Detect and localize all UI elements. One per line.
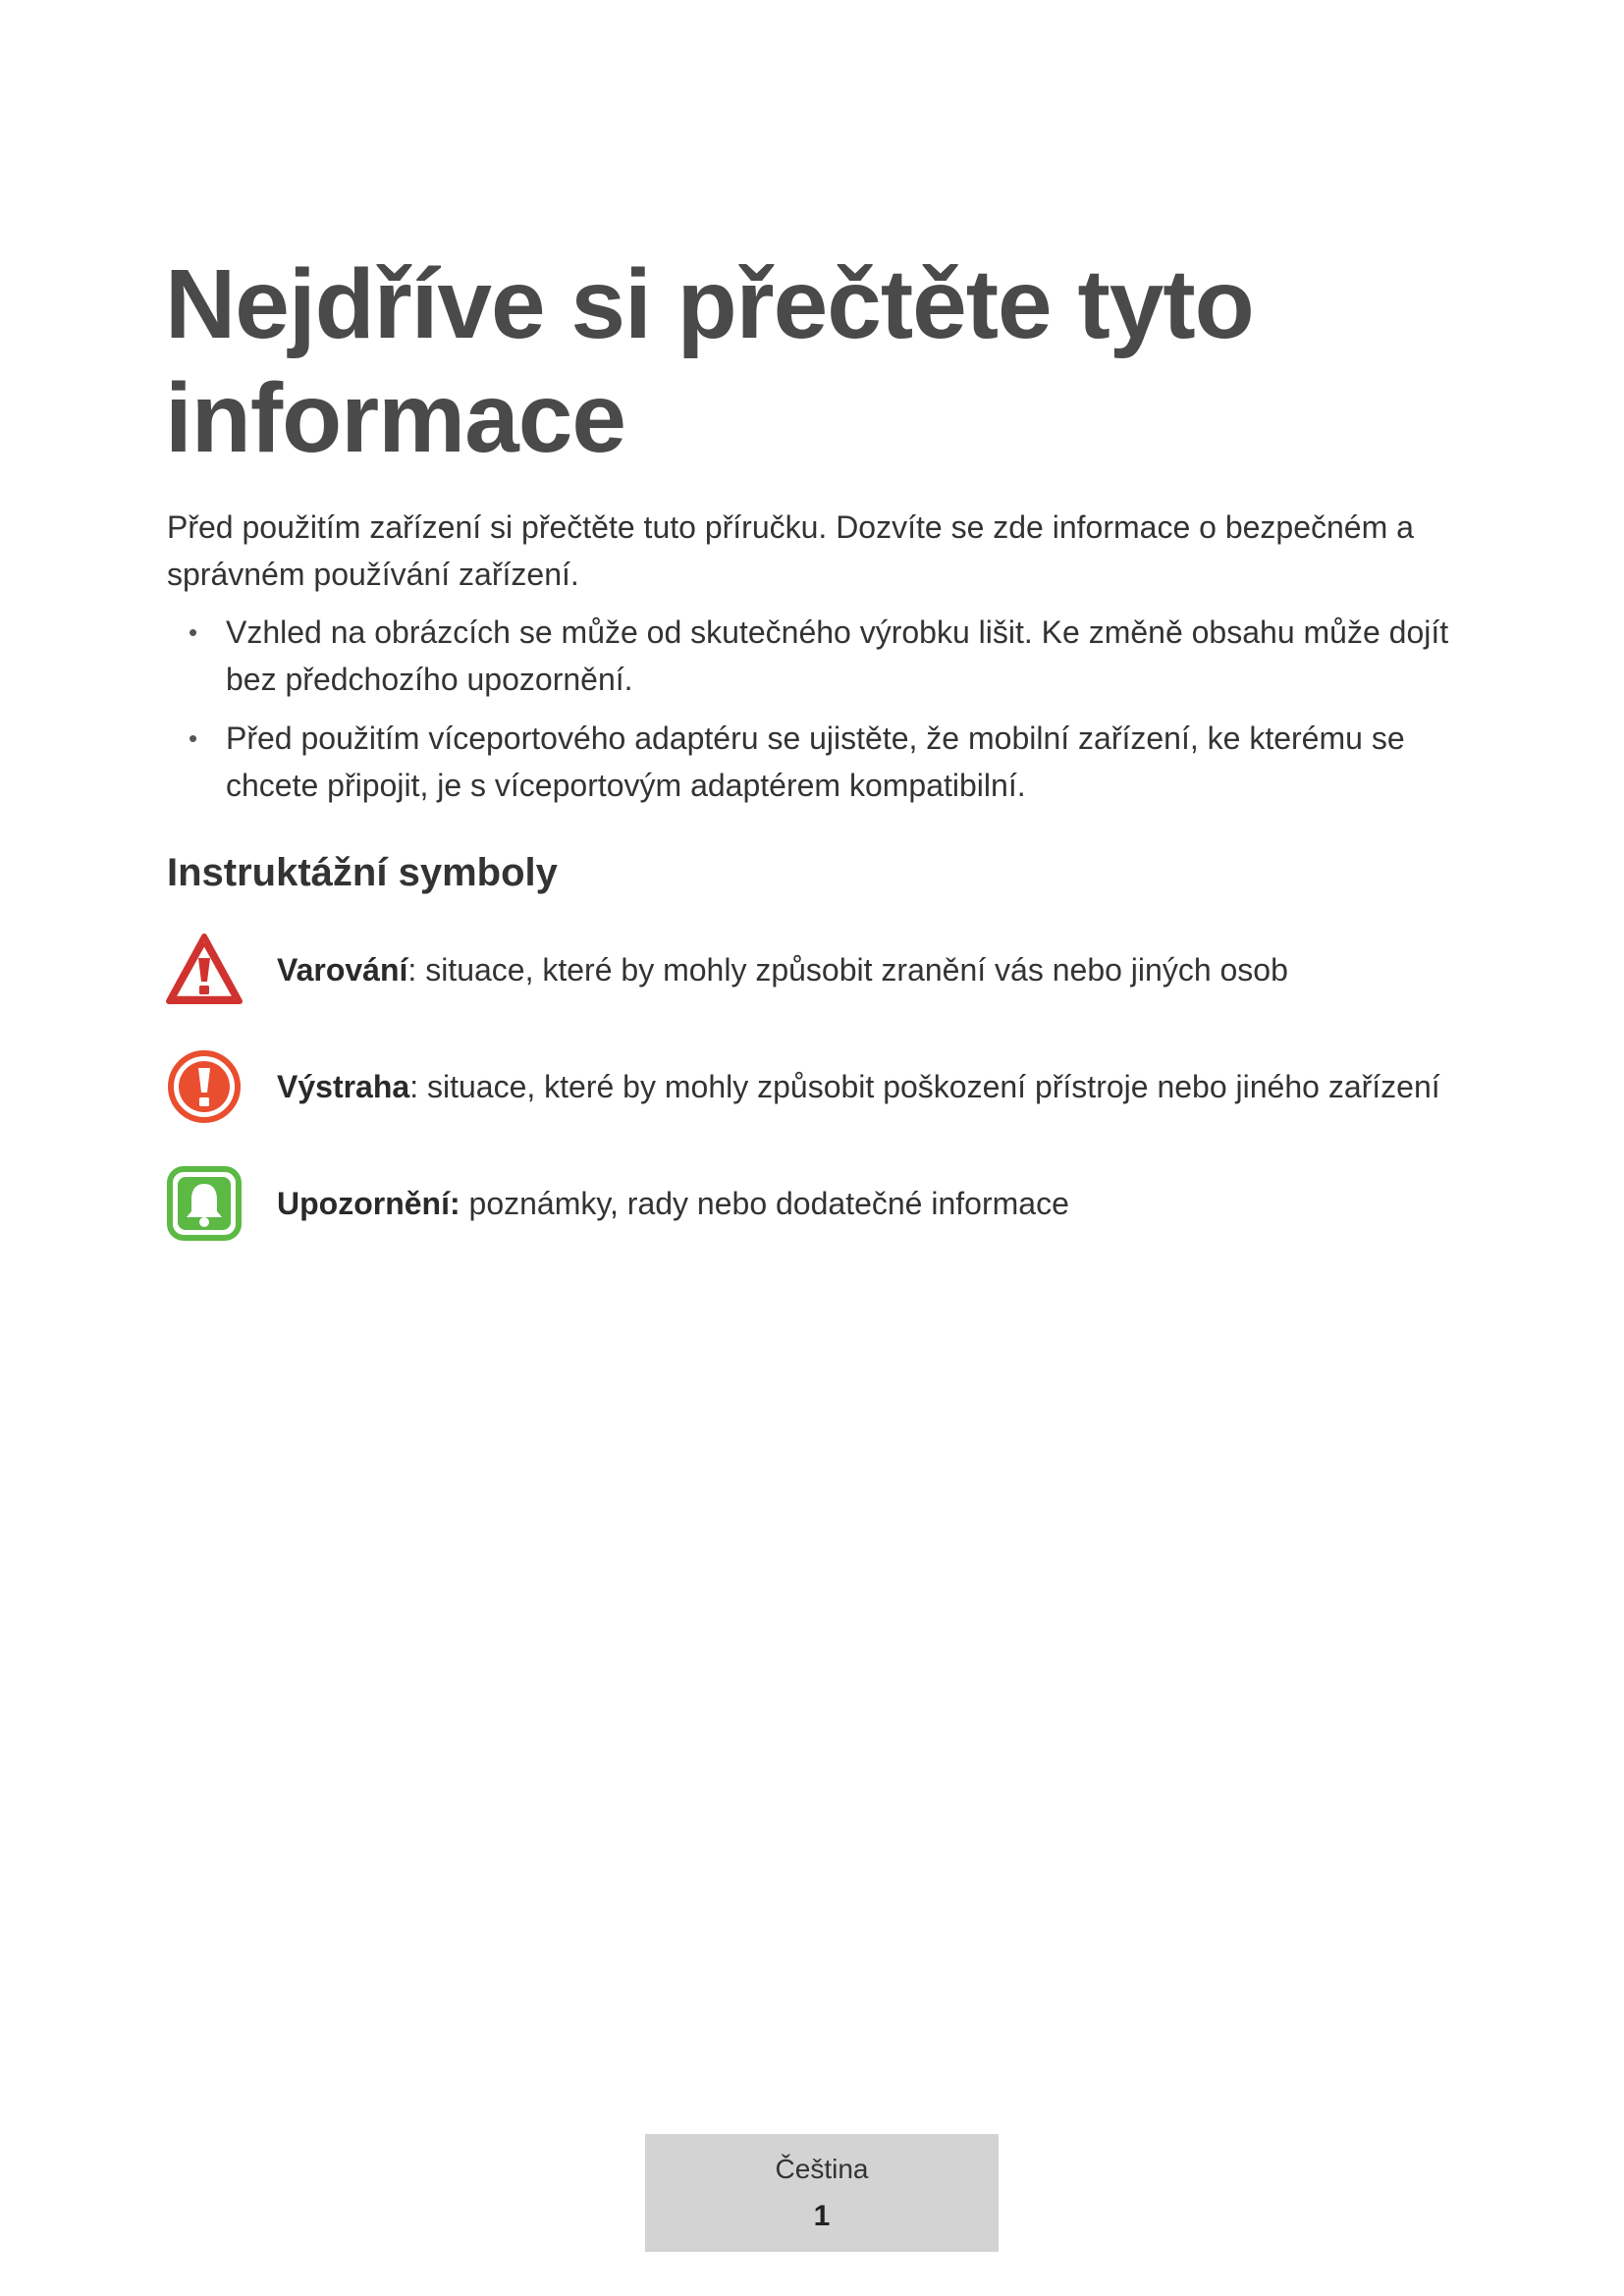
symbol-description	[277, 946, 1288, 993]
page-footer	[645, 2134, 999, 2252]
section-heading: Instruktážní symboly	[167, 851, 558, 894]
symbol-label: Výstraha	[277, 1069, 410, 1104]
symbol-label: Varování	[277, 952, 408, 988]
page-number: 1	[813, 2200, 831, 2232]
bullet-text: Vzhled na obrázcích se může od skutečného výrobku lišit. Ke změně obsahu může dojít bez předchozího upozornění.	[226, 614, 1449, 697]
intro-paragraph: Před použitím zařízení si přečtěte tuto příručku. Dozvíte se zde informace o bezpečném a správném používání zařízení.	[167, 509, 1414, 592]
symbol-notice	[165, 1164, 1481, 1243]
symbol-text: poznámky, rady nebo dodatečné informace	[460, 1186, 1069, 1221]
warning-triangle-icon	[165, 931, 244, 1009]
bullet-marker: •	[189, 723, 198, 753]
symbol-description	[277, 1180, 1069, 1227]
symbol-text: : situace, které by mohly způsobit zranění vás nebo jiných osob	[407, 952, 1288, 988]
symbol-caution	[165, 1047, 1481, 1126]
list-item	[167, 715, 1463, 809]
footer-language: Čeština	[775, 2154, 869, 2184]
bullet-text: Před použitím víceportového adaptéru se ujistěte, že mobilní zařízení, ke kterému se chcete připojit, je s víceportovým adaptérem kompatibilní.	[226, 721, 1405, 803]
symbol-warning	[165, 931, 1481, 1009]
caution-circle-icon	[165, 1047, 244, 1126]
bullet-marker: •	[189, 617, 198, 647]
symbol-description	[277, 1063, 1440, 1110]
notice-bell-icon	[165, 1164, 244, 1243]
symbol-label: Upozornění:	[277, 1186, 460, 1221]
list-item	[167, 609, 1463, 703]
bullet-list	[167, 609, 1463, 821]
page-title: Nejdříve si přečtěte tyto informace	[165, 249, 1254, 473]
symbol-text: : situace, které by mohly způsobit poškození přístroje nebo jiného zařízení	[409, 1069, 1440, 1104]
